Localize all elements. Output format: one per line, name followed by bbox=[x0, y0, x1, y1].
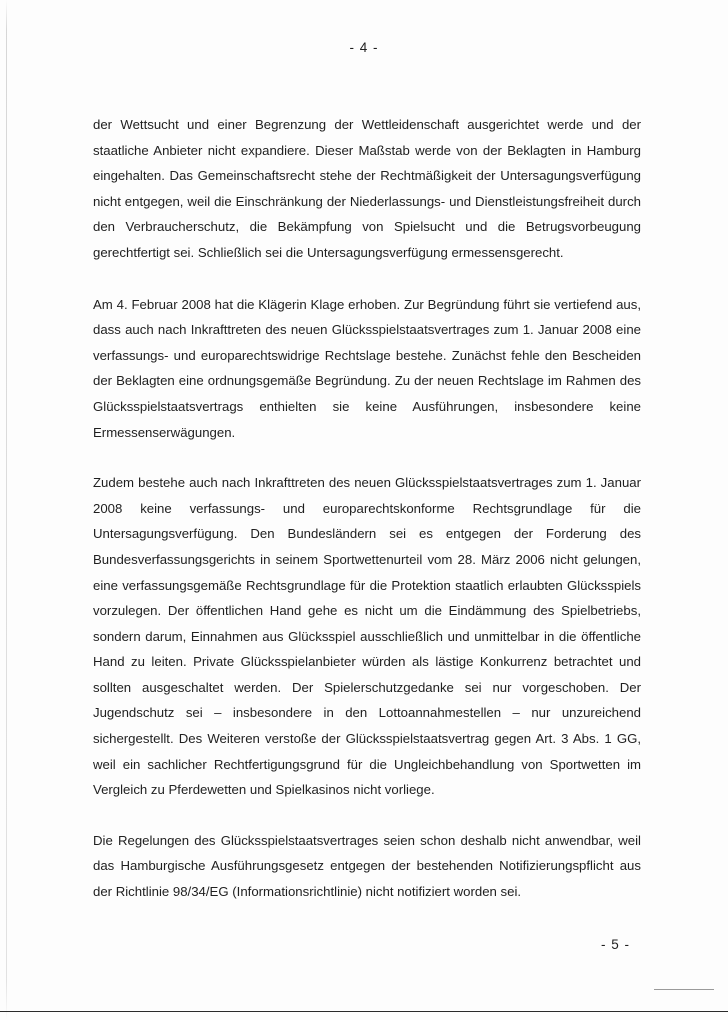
scan-edge-shadow bbox=[6, 0, 7, 1020]
paragraph-2: Am 4. Februar 2008 hat die Klägerin Klage erhoben. Zur Begründung führt sie vertiefend aus, dass auch nach Inkrafttreten des neuen Glücksspielstaatsvertrages zum 1. Januar 2008 eine verfassungs- und europarechtswidrige Rechtslage bestehe. Zunächst fehle den Bescheiden der Beklagten eine ordnungsgemäße Begründung. Zu der neuen Rechtslage im Rahmen des Glücksspielstaatsvertrags enthielten sie keine Ausführungen, insbesondere keine Ermessenserwägungen. bbox=[93, 296, 641, 440]
paragraph-3: Zudem bestehe auch nach Inkrafttreten des neuen Glücksspielstaatsvertrages zum 1. Januar 2008 keine verfassungs- und europarechtskonforme Rechtsgrundlage für die Untersagungsverfügung. Den Bundesländern sei es entgegen der Forderung des Bundesverfassungsgerichts in seinem Sportwettenurteil vom 28. März 2006 nicht gelungen, eine verfassungsgemäße Rechtsgrundlage für die Protektion staatlich erlaubten Glücksspiels vorzulegen. Der öffentlichen Hand gehe es nicht um die Eindämmung des Spielbetriebs, sondern darum, Einnahmen aus Glücksspiel ausschließlich und unmittelbar in die öffentliche Hand zu leiten. Private Glücksspielanbieter würden als lästige Konkurrenz betrachtet und sollten ausgeschaltet werden. Der Spielerschutzgedanke sei nur vorgeschoben. Der Jugendschutz sei – insbesondere in den Lottoannahmestellen – nur unzureichend sichergestellt. Des Weiteren verstoße der Glücksspielstaatsvertrag gegen Art. 3 Abs. 1 GG, weil ein sachlicher Rechtfertigungsgrund für die Ungleichbehandlung von Sportwetten im Vergleich zu Pferdewetten und Spielkasinos nicht vorliege. bbox=[93, 475, 641, 798]
paragraph-1: der Wettsucht und einer Begrenzung der Wettleidenschaft ausgerichtet werde und der staatliche Anbieter nicht expandiere. Dieser Maßstab werde von der Beklagten in Hamburg eingehalten. Das Gemeinschaftsrecht stehe der Rechtmäßigkeit der Untersagungsverfügung nicht entgegen, weil die Einschränkung der Niederlassungs- und Dienstleistungsfreiheit durch den Verbraucherschutz, die Bekämpfung von Spielsucht und die Betrugsvorbeugung gerechtfertigt sei. Schließlich sei die Untersagungsverfügung ermessensgerecht. bbox=[93, 117, 641, 260]
next-page-reference: - 5 - bbox=[600, 937, 630, 952]
scan-bottom-border bbox=[0, 1011, 728, 1012]
scan-mark bbox=[654, 989, 714, 990]
page-number: - 4 - bbox=[349, 40, 379, 55]
document-body bbox=[93, 112, 641, 930]
paragraph-4: Die Regelungen des Glücksspielstaatsvertrages seien schon deshalb nicht anwendbar, weil das Hamburgische Ausführungsgesetz entgegen der bestehenden Notifizierungspflicht aus der Richtlinie 98/34/EG (Informationsrichtlinie) nicht notifiziert worden sei. bbox=[93, 832, 641, 900]
